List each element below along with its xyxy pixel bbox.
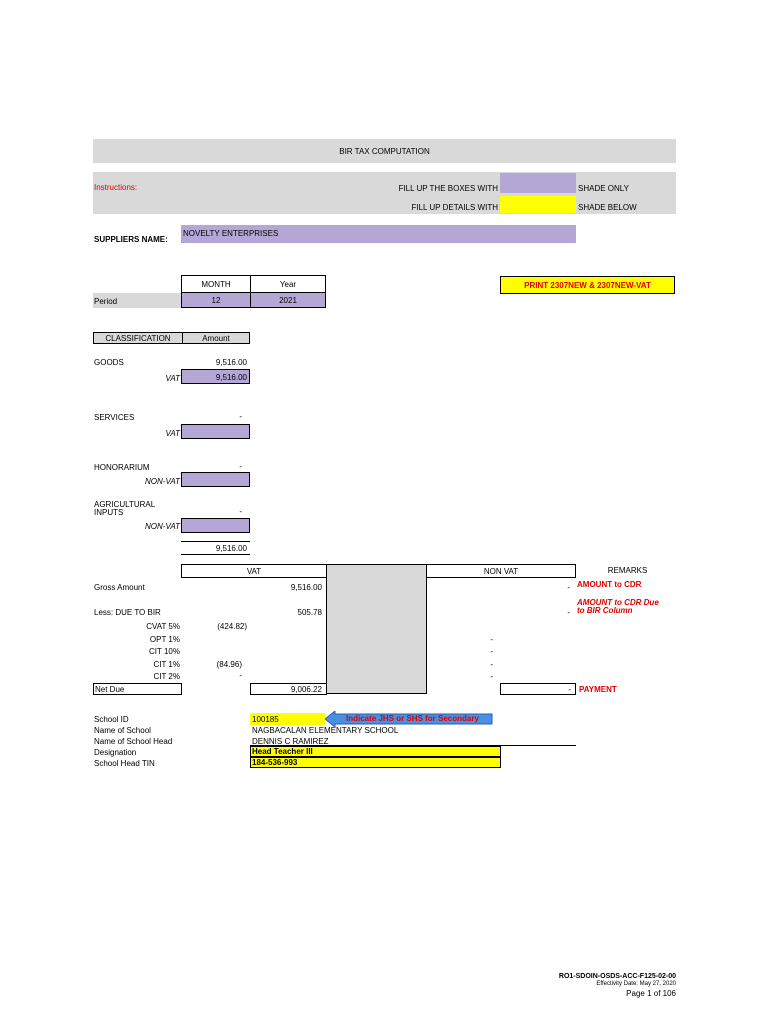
- opt-label: OPT 1%: [149, 635, 180, 644]
- goods-vat-input[interactable]: [181, 369, 250, 384]
- cvat-label: CVAT 5%: [146, 622, 180, 631]
- classification-header: [93, 332, 183, 344]
- lavender-shade-sample: [500, 173, 576, 193]
- cit1-label: CIT 1%: [153, 660, 180, 669]
- print-2307-label: PRINT 2307NEW & 2307NEW-VAT: [524, 281, 651, 290]
- cit1-nonvat: -: [490, 660, 493, 669]
- cit2-label: CIT 2%: [153, 672, 180, 681]
- supplier-name-value: NOVELTY ENTERPRISES: [183, 229, 279, 238]
- instruction-line-1-suffix: SHADE ONLY: [578, 184, 629, 193]
- amount-header: [182, 332, 250, 344]
- gross-amount-label: Gross Amount: [94, 583, 145, 592]
- year-value: 2021: [279, 296, 297, 305]
- net-due-nonvat: -: [568, 685, 571, 694]
- services-amount: -: [239, 412, 242, 421]
- remarks-header: REMARKS: [607, 566, 648, 575]
- less-due-bir-vat: 505.78: [297, 608, 322, 617]
- vat-header: [181, 564, 327, 578]
- honorarium-amount: -: [239, 462, 242, 471]
- net-due-vat-box: [250, 683, 327, 695]
- total-bottom-rule: [181, 554, 250, 555]
- school-head-tin-value: 184-536-993: [252, 758, 298, 767]
- agricultural-amount: -: [239, 507, 242, 516]
- form-code: RO1-SDOIN-OSDS-ACC-F125-02-00: [558, 973, 676, 980]
- goods-label: GOODS: [94, 358, 124, 367]
- print-2307-button[interactable]: [500, 276, 675, 294]
- instruction-line-1: FILL UP THE BOXES WITH: [398, 184, 498, 193]
- honorarium-nonvat-input[interactable]: [181, 472, 250, 487]
- instructions-label: Instructions:: [94, 183, 138, 192]
- services-vat-input[interactable]: [181, 424, 250, 439]
- amount-header-text: Amount: [202, 334, 230, 343]
- school-name-label: Name of School: [94, 726, 151, 735]
- school-head-label: Name of School Head: [94, 737, 173, 746]
- period-label: Period: [94, 297, 118, 306]
- goods-type: VAT: [165, 374, 180, 383]
- nonvat-header: [426, 564, 576, 578]
- honorarium-label: HONORARIUM: [94, 463, 150, 472]
- designation-value: Head Teacher III: [252, 747, 313, 756]
- gross-amount-vat: 9,516.00: [290, 583, 322, 592]
- goods-amount: 9,516.00: [215, 358, 247, 367]
- year-header-text: Year: [279, 280, 297, 289]
- school-name-value: NAGBACALAN ELEMENTARY SCHOOL: [252, 726, 399, 735]
- month-field[interactable]: [181, 292, 251, 308]
- school-head-value: DENNIS C RAMIREZ: [252, 737, 329, 746]
- school-head-tin-label: School Head TIN: [94, 759, 155, 768]
- net-due-vat: 9,006.22: [290, 685, 322, 694]
- year-field[interactable]: [250, 292, 326, 308]
- gray-separator-column: [326, 564, 427, 694]
- total-top-rule: [181, 541, 250, 542]
- month-header-text: MONTH: [201, 280, 231, 289]
- yellow-shade-sample: [500, 196, 576, 213]
- less-due-bir-label: Less: DUE TO BIR: [94, 608, 161, 617]
- net-due-nonvat-box: [500, 683, 576, 695]
- services-type: VAT: [165, 429, 180, 438]
- effectivity-date: Effectivity Date: May 27, 2020: [596, 981, 676, 987]
- less-due-bir-nonvat: -: [567, 608, 570, 617]
- cit10-nonvat: -: [490, 647, 493, 656]
- instruction-line-2-suffix: SHADE BELOW: [578, 203, 637, 212]
- cit1-value: (84.96): [216, 660, 242, 669]
- instruction-line-2: FILL UP DETAILS WITH: [411, 203, 498, 212]
- school-id-label: School ID: [94, 715, 129, 724]
- month-header: [181, 275, 251, 293]
- less-due-bir-remark-1: AMOUNT to CDR Due: [577, 598, 659, 607]
- agricultural-nonvat-input[interactable]: [181, 518, 250, 533]
- year-header: [250, 275, 326, 293]
- school-id-note: Indicate JHS or SHS for Secondary: [346, 714, 479, 723]
- honorarium-type: NON-VAT: [145, 477, 180, 486]
- page-number: Page 1 of 106: [626, 989, 676, 998]
- cit2-value: -: [239, 671, 242, 680]
- cit2-nonvat: -: [490, 672, 493, 681]
- classification-total: 9,516.00: [215, 544, 247, 553]
- agricultural-label-1: AGRICULTURAL: [94, 500, 156, 509]
- designation-label: Designation: [94, 748, 137, 757]
- gross-amount-nonvat: -: [567, 583, 570, 592]
- agricultural-label-2: INPUTS: [94, 508, 124, 517]
- cit10-label: CIT 10%: [149, 647, 180, 656]
- net-due-remark: PAYMENT: [579, 685, 617, 694]
- supplier-label: SUPPLIERS NAME:: [94, 235, 168, 244]
- goods-vat-input-value: 9,516.00: [215, 373, 247, 382]
- less-due-bir-remark-2: to BIR Column: [577, 606, 633, 615]
- agricultural-type: NON-VAT: [145, 522, 180, 531]
- classification-header-text: CLASSIFICATION: [105, 334, 171, 343]
- school-id-value: 100185: [252, 715, 279, 724]
- opt-nonvat: -: [490, 635, 493, 644]
- net-due-label: Net Due: [95, 685, 125, 694]
- nonvat-header-text: NON VAT: [483, 567, 519, 576]
- vat-header-text: VAT: [246, 567, 262, 576]
- page-title: BIR TAX COMPUTATION: [339, 147, 430, 156]
- gross-amount-remark: AMOUNT to CDR: [577, 580, 642, 589]
- month-value: 12: [211, 296, 221, 305]
- services-label: SERVICES: [94, 413, 135, 422]
- cvat-value: (424.82): [217, 622, 247, 631]
